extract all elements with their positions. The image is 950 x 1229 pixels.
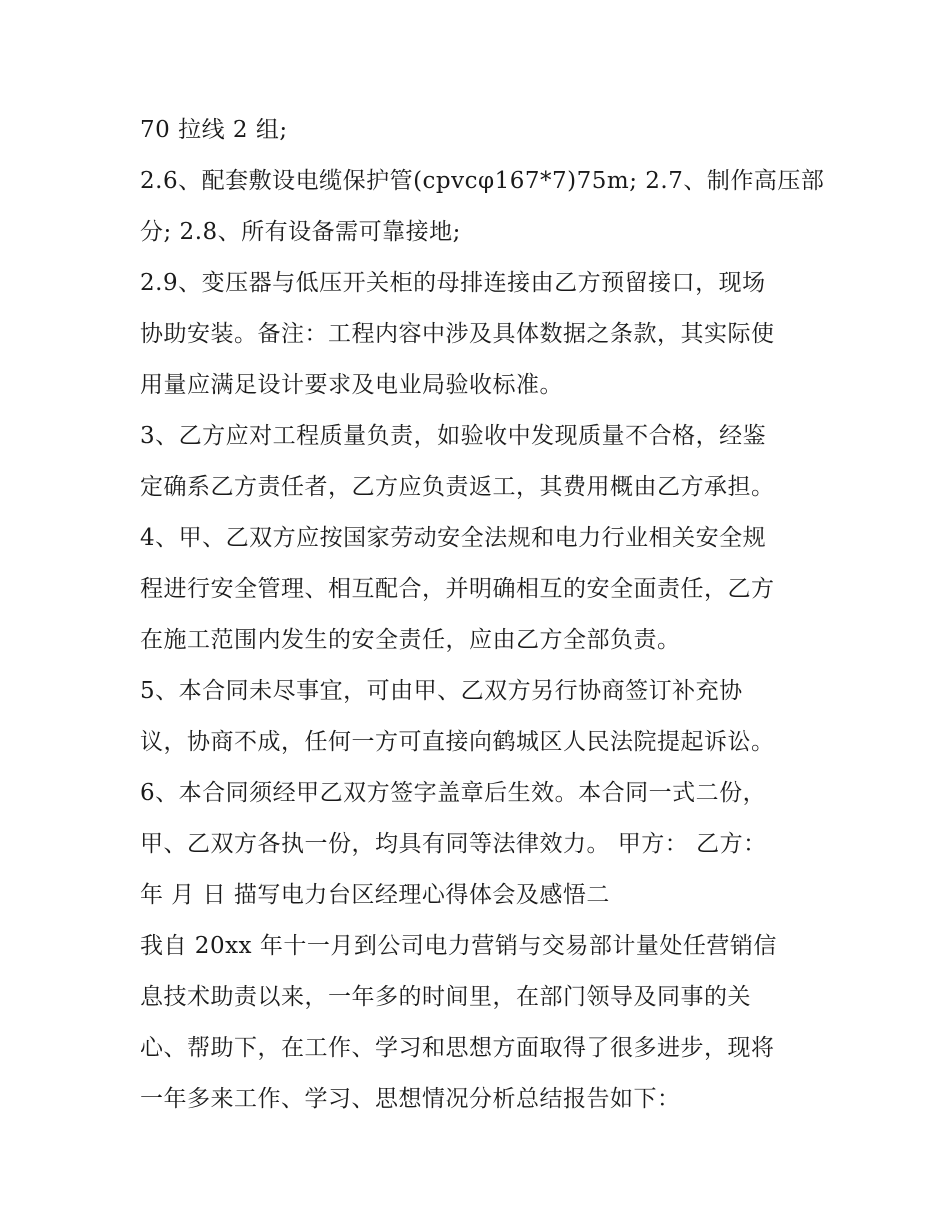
text-line: 定确系乙方责任者，乙方应负责返工，其费用概由乙方承担。 bbox=[140, 474, 775, 500]
text-line: 5、本合同未尽事宜，可由甲、乙双方另行协商签订补充协 bbox=[140, 678, 743, 704]
text-line: 年 月 日 描写电力台区经理心得体会及感悟二 bbox=[140, 882, 610, 908]
text-line: 分; 2.8、所有设备需可靠接地; bbox=[140, 219, 461, 245]
text-line: 一年多来工作、学习、思想情况分析总结报告如下： bbox=[140, 1086, 681, 1112]
text-line: 心、帮助下，在工作、学习和思想方面取得了很多进步，现将 bbox=[140, 1035, 775, 1061]
text-line: 议，协商不成，任何一方可直接向鹤城区人民法院提起诉讼。 bbox=[140, 729, 775, 755]
text-line: 3、乙方应对工程质量负责，如验收中发现质量不合格，经鉴 bbox=[140, 423, 767, 449]
text-line: 70 拉线 2 组; bbox=[140, 117, 288, 143]
text-line: 2.6、配套敷设电缆保护管(cpvcφ167*7)75m; 2.7、制作高压部 bbox=[140, 168, 825, 194]
text-line: 甲、乙双方各执一份，均具有同等法律效力。 甲方： 乙方： bbox=[140, 831, 767, 857]
text-line: 在施工范围内发生的安全责任，应由乙方全部负责。 bbox=[140, 627, 681, 653]
text-line: 息技术助责以来，一年多的时间里，在部门领导及同事的关 bbox=[140, 984, 751, 1010]
text-line: 用量应满足设计要求及电业局验收标准。 bbox=[140, 372, 563, 398]
text-line: 6、本合同须经甲乙双方签字盖章后生效。本合同一式二份， bbox=[140, 780, 767, 806]
text-line: 协助安装。备注：工程内容中涉及具体数据之条款，其实际使 bbox=[140, 321, 775, 347]
text-line: 2.9、变压器与低压开关柜的母排连接由乙方预留接口，现场 bbox=[140, 270, 766, 296]
text-line: 4、甲、乙双方应按国家劳动安全法规和电力行业相关安全规 bbox=[140, 525, 767, 551]
text-line: 程进行安全管理、相互配合，并明确相互的安全面责任，乙方 bbox=[140, 576, 775, 602]
text-line: 我自 20xx 年十一月到公司电力营销与交易部计量处任营销信 bbox=[140, 933, 777, 959]
